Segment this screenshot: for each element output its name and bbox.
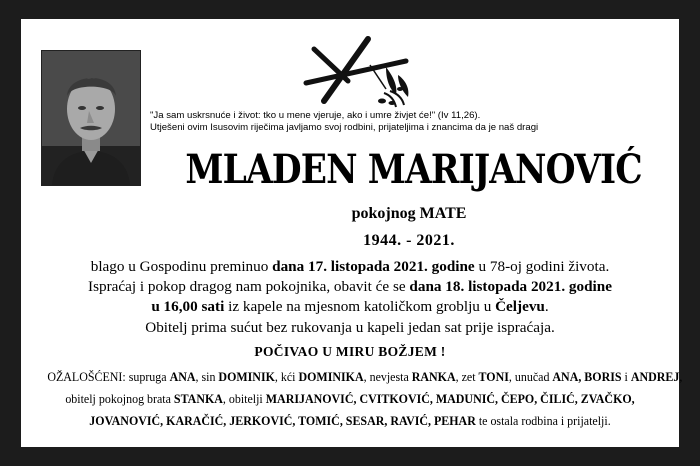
text: , zet bbox=[455, 369, 479, 384]
death-announcement bbox=[21, 257, 679, 276]
obituary-notice bbox=[21, 19, 683, 447]
text: Ispraćaj i pokop dragog nam pokojnika, obavit će se bbox=[88, 278, 410, 295]
text: , bbox=[679, 369, 683, 384]
condolence-note: Obitelj prima sućut bez rukovanja u kapeli jedan sat prije ispraćaja. bbox=[145, 319, 555, 336]
funeral-date: dana 18. listopada 2021. godine bbox=[409, 278, 612, 295]
mourner-name: DOMINIKA bbox=[298, 369, 364, 384]
cross-illustration bbox=[286, 31, 426, 111]
mourner-name: STANKA bbox=[173, 391, 223, 406]
mourners-line-2 bbox=[47, 389, 652, 408]
funeral-time: u 16,00 sati bbox=[151, 298, 225, 315]
text: , kći bbox=[274, 369, 299, 384]
text: te ostala rodbina i prijatelji. bbox=[475, 413, 611, 428]
text: OŽALOŠĆENI: supruga bbox=[47, 369, 170, 384]
text: , nevjesta bbox=[363, 369, 412, 384]
mourner-name: RANKA bbox=[411, 369, 456, 384]
quote-line-1: "Ja sam uskrsnuće i život: tko u mene vjeruje, ako i umre živjet će!" (Iv 11,26). bbox=[150, 110, 481, 121]
text: obitelj pokojnog brata bbox=[65, 391, 174, 406]
father-name: pokojnog MATE bbox=[351, 205, 467, 222]
funeral-time-place bbox=[21, 297, 679, 316]
text: . bbox=[544, 298, 549, 315]
text: , unučad bbox=[508, 369, 553, 384]
quote-line-2: Utješeni ovim Isusovim riječima javljamo svoj rodbini, prijateljima i znancima da je naš dragi bbox=[150, 122, 539, 133]
text: u 78-oj godini života. bbox=[474, 258, 610, 275]
mourners-line-1 bbox=[47, 367, 683, 386]
mourner-name: DOMINIK bbox=[218, 369, 275, 384]
mourner-name: ANA, BORIS bbox=[552, 369, 622, 384]
text: blago u Gospodinu preminuo bbox=[90, 258, 273, 275]
portrait-photo bbox=[41, 50, 141, 186]
mourner-name: ANDREJ bbox=[630, 369, 680, 384]
deceased-name: MLADEN MARIJANOVIĆ bbox=[185, 146, 642, 193]
funeral-announcement bbox=[21, 277, 679, 296]
rest-in-peace: POČIVAO U MIRU BOŽJEM ! bbox=[254, 344, 446, 359]
death-date: dana 17. listopada 2021. godine bbox=[272, 258, 475, 275]
mourner-name: ANA bbox=[169, 369, 196, 384]
bible-quote bbox=[150, 110, 670, 134]
mourners-line-3 bbox=[47, 411, 652, 430]
text: iz kapele na mjesnom katoličkom groblju u bbox=[224, 298, 496, 315]
mourner-families: JOVANOVIĆ, KARAČIĆ, JERKOVIĆ, TOMIĆ, SESAR, RAVIĆ, PEHAR bbox=[89, 413, 476, 428]
life-years: 1944. - 2021. bbox=[363, 232, 455, 249]
mourner-name: TONI bbox=[478, 369, 509, 384]
text: i bbox=[621, 369, 631, 384]
mourner-families: MARIJANOVIĆ, CVITKOVIĆ, MADUNIĆ, ČEPO, ČILIĆ, ZVAČKO, bbox=[265, 391, 635, 406]
text: , obitelji bbox=[222, 391, 266, 406]
text: , sin bbox=[195, 369, 219, 384]
funeral-place: Čeljevu bbox=[495, 298, 545, 315]
